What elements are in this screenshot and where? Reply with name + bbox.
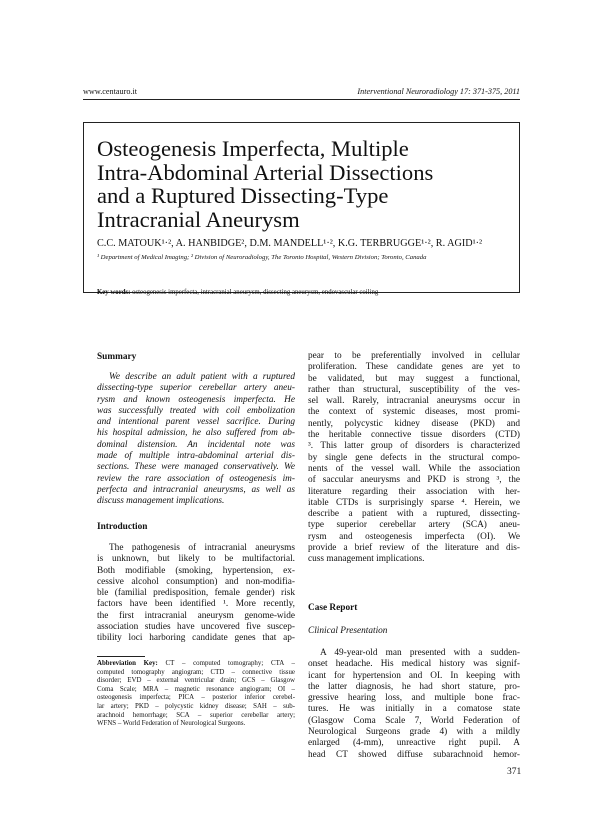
header-rule <box>83 99 520 100</box>
affiliations: ¹ Department of Medical Imaging; ² Division of Neuroradiology, The Toronto Hospital, Western Division; Toronto, Canada <box>97 254 427 261</box>
summary-text: We describe an adult patient with a ruptured dissecting-type superior cerebellar artery aneu- rysm and known osteogenesis imperfecta. He was successfully treated with coil embolization and intentional parent vessel sacrifice. During his hospital admission, he also suffered from ab- dominal distension. An incidental note was made of multiple intra-abdominal arterial dis- sections. These were managed conservatively. We review the rare association of osteogenesis im- perfecta and intracranial aneurysms, as well as discuss management implications. <box>97 372 295 507</box>
introduction-continued: pear to be preferentially involved in cellular proliferation. These candidate genes are yet to be validated, but may suggest a functional, rather than structural, susceptibility of the ves- sel wall. Rarely, intracranial aneurysms occur in the context of systemic diseases, most promi- nently, polycystic kidney disease (PKD) and the heritable connective tissue disorders (CTD) ³. This latter group of disorders is characterized by single gene defects in the structural compo- nents of the vessel wall. While the association of saccular aneurysms and PKD is strong ³, the literature regarding their association with her- itable CTDs is surprisingly sparse ⁴. Herein, we describe a patient with a ruptured, dissecting- type superior cerebellar artery (SCA) aneu- rysm and osteogenesis imperfecta (OI). We provide a brief review of the literature and dis- cuss management implications. <box>308 351 520 565</box>
clinical-presentation-heading: Clinical Presentation <box>308 626 388 636</box>
journal-citation: Interventional Neuroradiology 17: 371-375, 2011 <box>357 87 520 96</box>
footnote-rule <box>97 656 145 657</box>
title-line: Intracranial Aneurysm <box>97 206 300 232</box>
introduction-text: The pathogenesis of intracranial aneurysms is unknown, but likely to be multifactorial. Both modifiable (smoking, hypertension, ex- cessive alcohol consumption) and non-modifia- ble (familial predisposition, female gender) risk factors have been identified ¹. More recently, the first intracranial aneurysm genome-wide association studies have uncovered five suscep- tibility loci harboring candidate genes that ap- <box>97 543 295 644</box>
author-list: C.C. MATOUK¹·², A. HANBIDGE², D.M. MANDELL¹·², K.G. TERBRUGGE¹·², R. AGID¹·² <box>97 238 483 249</box>
title-line: and a Ruptured Dissecting-Type <box>97 183 389 209</box>
title-line: Intra-Abdominal Arterial Dissections <box>97 159 434 185</box>
keywords-label: Key words: <box>97 289 131 296</box>
abbreviation-label: Abbreviation Key: <box>97 660 158 667</box>
case-report-heading: Case Report <box>308 603 358 613</box>
journal-url: www.centauro.it <box>83 87 138 96</box>
abbreviation-key: Abbreviation Key: CT – computed tomography; CTA – computed tomography angiogram; CTD – connective tissue disorder; EVD – external ventricular drain; GCS – Glasgow Coma Scale; MRA – magnetic resonance angiogram; OI – osteogenesis imperfecta; PICA – posterior inferior cerebel- lar artery; PKD – polycystic kidney disease; SAH – sub- arachnoid hemorrhage; SCA – superior cerebellar artery; WFNS – World Federation of Neurological Surgeons. <box>97 660 295 728</box>
case-report-text: A 49-year-old man presented with a sudden- onset headache. His medical history was signif- icant for hypertension and OI. In keeping with the latter diagnosis, he had short stature, pro- gressive hearing loss, and multiple bone frac- tures. He was initially in a comatose state (Glasgow Coma Scale 7, World Federation of Neurological Surgeons grade 4) with a mildly enlarged (4-mm), unreactive right pupil. A head CT showed diffuse subarachnoid hemor- <box>308 648 520 760</box>
page-number: 371 <box>507 767 522 777</box>
summary-heading: Summary <box>97 352 137 362</box>
introduction-heading: Introduction <box>97 522 148 532</box>
keywords-text: osteogenesis imperfecta, intracranial aneurysm, dissecting aneurysm, endovascular coiling <box>132 289 379 296</box>
title-line: Osteogenesis Imperfecta, Multiple <box>97 136 409 161</box>
keywords <box>97 289 378 296</box>
article-title <box>97 137 517 231</box>
